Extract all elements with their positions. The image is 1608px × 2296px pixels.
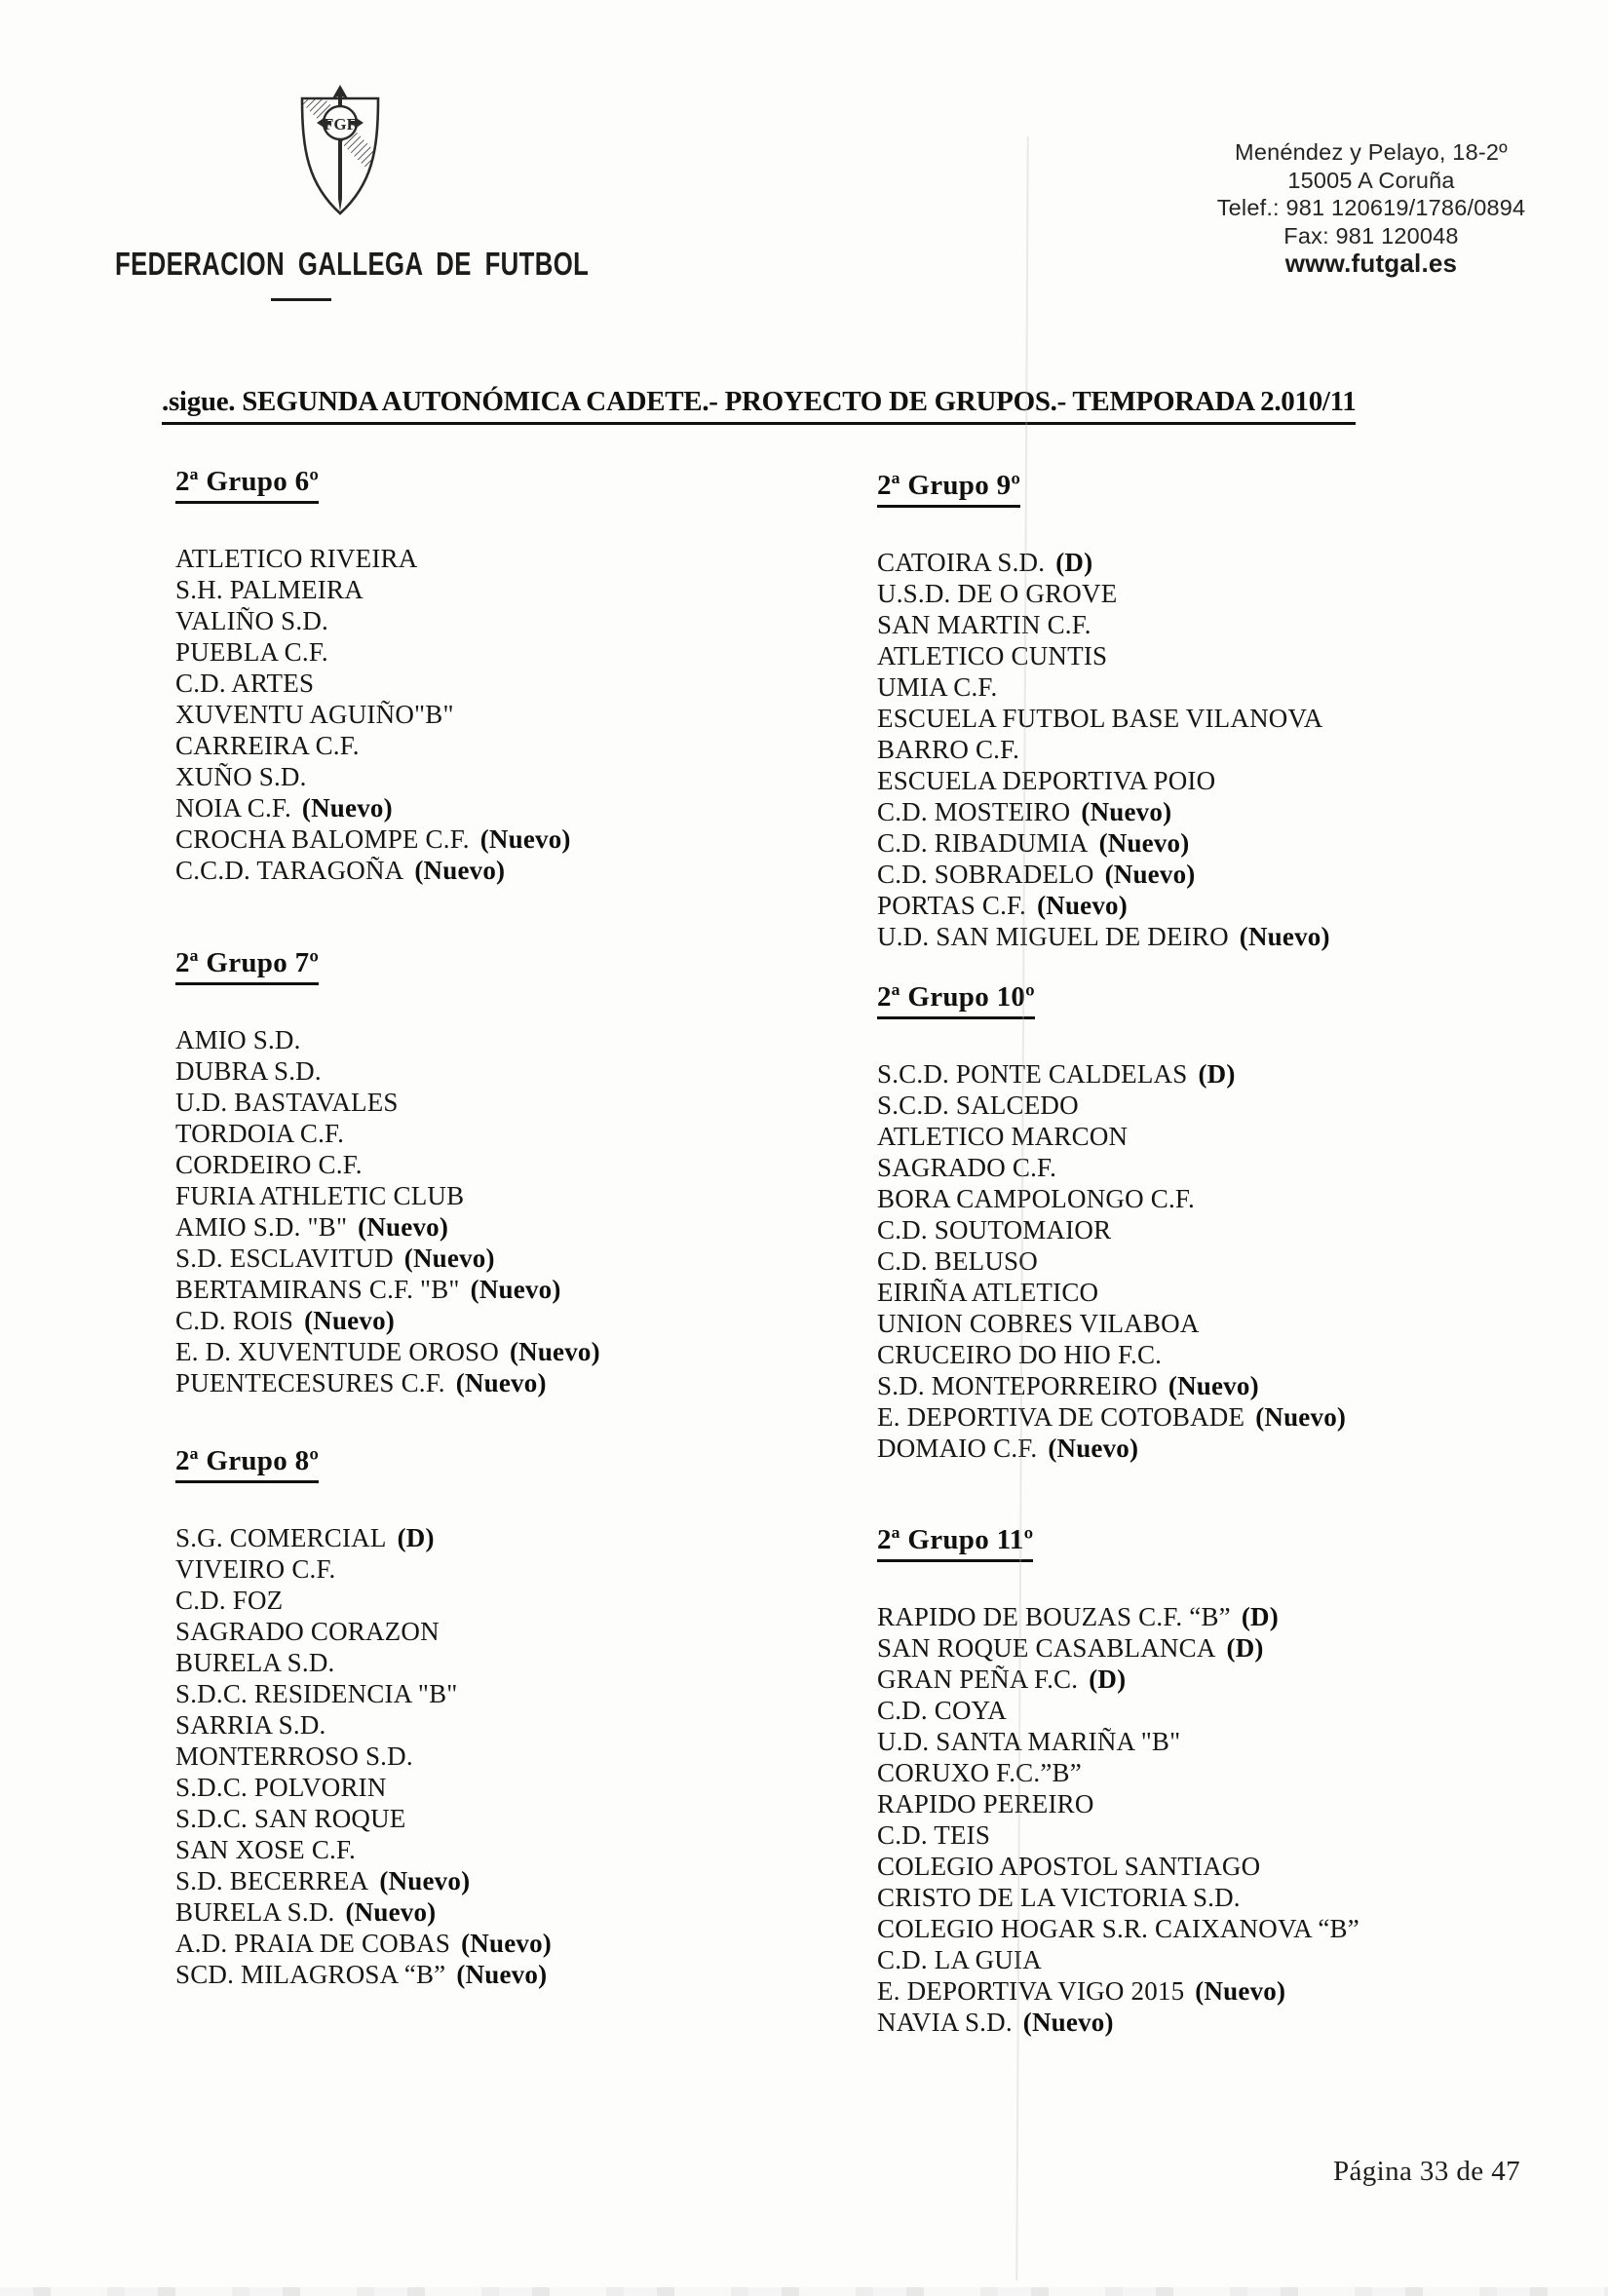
team-status-tag: (Nuevo) xyxy=(1195,1976,1286,2006)
team-name: C.C.D. TARAGOÑA xyxy=(175,856,404,885)
org-name: FEDERACION GALLEGA DE FUTBOL xyxy=(115,246,590,282)
team-name: BURELA S.D. xyxy=(175,1648,335,1677)
team-name: CRUCEIRO DO HIO F.C. xyxy=(877,1340,1163,1369)
address-line: Fax: 981 120048 xyxy=(1283,222,1459,249)
team-row xyxy=(175,605,858,636)
team-name: DOMAIO C.F. xyxy=(877,1434,1038,1463)
team-name: CATOIRA S.D. xyxy=(877,548,1046,577)
team-status-tag: (Nuevo) xyxy=(1104,860,1196,889)
team-row xyxy=(175,1305,858,1336)
team-name: TORDOIA C.F. xyxy=(175,1119,345,1148)
team-status-tag: (Nuevo) xyxy=(470,1275,561,1304)
team-name: S.D.C. RESIDENCIA "B" xyxy=(175,1679,458,1708)
team-status-tag: (Nuevo) xyxy=(345,1897,437,1927)
group-title: 2ª Grupo 11º xyxy=(877,1524,1033,1562)
address-line: Telef.: 981 120619/1786/0894 xyxy=(1216,195,1526,220)
team-name: C.D. SOUTOMAIOR xyxy=(877,1215,1112,1244)
team-row xyxy=(877,1308,1598,1339)
team-row xyxy=(877,734,1598,765)
team-name: S.C.D. SALCEDO xyxy=(877,1091,1079,1120)
team-status-tag: (Nuevo) xyxy=(379,1866,471,1895)
team-status-tag: (Nuevo) xyxy=(456,1960,548,1989)
team-name: C.D. LA GUIA xyxy=(877,1945,1042,1974)
team-name: CORUXO F.C.”B” xyxy=(877,1758,1082,1787)
team-row xyxy=(877,796,1598,827)
team-name: SCD. MILAGROSA “B” xyxy=(175,1960,446,1989)
team-row xyxy=(175,1055,858,1087)
team-row xyxy=(877,1401,1598,1433)
team-row xyxy=(175,855,858,886)
team-row xyxy=(175,761,858,792)
team-row xyxy=(175,730,858,761)
team-status-tag: (Nuevo) xyxy=(414,856,506,885)
team-name: E. DEPORTIVA DE COTOBADE xyxy=(877,1402,1245,1432)
group-column-right xyxy=(877,458,1598,2038)
team-row xyxy=(877,1058,1598,1090)
team-name: CARREIRA C.F. xyxy=(175,731,360,760)
team-status-tag: (Nuevo) xyxy=(479,824,571,854)
group-title: 2ª Grupo 10º xyxy=(877,981,1035,1019)
team-row xyxy=(877,640,1598,671)
team-status-tag: (Nuevo) xyxy=(509,1337,600,1366)
org-name-underline xyxy=(271,298,331,301)
team-status-tag: (Nuevo) xyxy=(1255,1402,1347,1432)
team-row xyxy=(175,1087,858,1118)
team-list xyxy=(877,1601,1598,2038)
team-name: BERTAMIRANS C.F. "B" xyxy=(175,1275,460,1304)
team-row xyxy=(877,609,1598,640)
team-status-tag: (D) xyxy=(1089,1665,1127,1694)
team-status-tag: (Nuevo) xyxy=(1081,797,1172,826)
team-row xyxy=(877,765,1598,796)
team-list xyxy=(877,1058,1598,1464)
team-name: U.D. SAN MIGUEL DE DEIRO xyxy=(877,922,1229,951)
team-name: SAN ROQUE CASABLANCA xyxy=(877,1633,1216,1663)
team-name: DUBRA S.D. xyxy=(175,1056,322,1086)
svg-text:FGF: FGF xyxy=(324,115,357,134)
team-name: S.G. COMERCIAL xyxy=(175,1523,387,1552)
team-list xyxy=(175,1024,858,1398)
team-row xyxy=(877,1601,1598,1632)
team-name: S.D.C. POLVORIN xyxy=(175,1773,387,1802)
team-row xyxy=(175,792,858,823)
team-name: C.D. SOBRADELO xyxy=(877,860,1094,889)
team-row xyxy=(877,1944,1598,1975)
group-block xyxy=(175,1445,858,1990)
team-row xyxy=(877,1339,1598,1370)
team-name: FURIA ATHLETIC CLUB xyxy=(175,1181,465,1210)
team-name: VIVEIRO C.F. xyxy=(175,1554,336,1584)
team-status-tag: (D) xyxy=(1241,1602,1279,1631)
team-name: PUEBLA C.F. xyxy=(175,637,328,667)
team-row xyxy=(175,1149,858,1180)
team-row xyxy=(877,859,1598,890)
team-row xyxy=(877,1851,1598,1882)
team-status-tag: (Nuevo) xyxy=(1239,922,1330,951)
team-name: NOIA C.F. xyxy=(175,793,291,823)
team-name: XUVENTU AGUIÑO"B" xyxy=(175,700,454,729)
team-name: S.D.C. SAN ROQUE xyxy=(175,1804,406,1833)
team-row xyxy=(175,1803,858,1834)
team-row xyxy=(175,1709,858,1741)
team-row xyxy=(175,699,858,730)
team-status-tag: (Nuevo) xyxy=(455,1368,547,1397)
document-title: .sigue. SEGUNDA AUTONÓMICA CADETE.- PROYECTO DE GRUPOS.- TEMPORADA 2.010/11 xyxy=(162,386,1356,425)
team-row xyxy=(175,636,858,668)
team-status-tag: (Nuevo) xyxy=(304,1306,395,1335)
team-status-tag: (Nuevo) xyxy=(1037,891,1128,920)
team-name: S.D. BECERREA xyxy=(175,1866,369,1895)
team-row xyxy=(175,1024,858,1055)
team-name: GRAN PEÑA F.C. xyxy=(877,1665,1079,1694)
team-row xyxy=(877,703,1598,734)
team-name: ATLETICO CUNTIS xyxy=(877,641,1108,670)
team-name: E. D. XUVENTUDE OROSO xyxy=(175,1337,499,1366)
team-name: CROCHA BALOMPE C.F. xyxy=(175,824,470,854)
team-row xyxy=(877,1433,1598,1464)
team-name: C.D. ARTES xyxy=(175,669,315,698)
team-row xyxy=(175,1834,858,1865)
team-row xyxy=(175,1896,858,1928)
team-name: U.D. BASTAVALES xyxy=(175,1088,399,1117)
team-name: UNION COBRES VILABOA xyxy=(877,1309,1200,1338)
group-block xyxy=(877,470,1598,952)
team-name: SAN XOSE C.F. xyxy=(175,1835,356,1864)
page-number: Página 33 de 47 xyxy=(1332,2156,1520,2187)
team-row xyxy=(877,1695,1598,1726)
team-name: C.D. ROIS xyxy=(175,1306,294,1335)
team-name: ATLETICO MARCON xyxy=(877,1122,1129,1151)
team-name: CRISTO DE LA VICTORIA S.D. xyxy=(877,1883,1241,1912)
team-name: SAN MARTIN C.F. xyxy=(877,610,1091,639)
team-status-tag: (Nuevo) xyxy=(1022,2008,1114,2037)
team-row xyxy=(877,827,1598,859)
team-name: E. DEPORTIVA VIGO 2015 xyxy=(877,1976,1185,2006)
team-row xyxy=(175,1553,858,1585)
scan-bottom-edge-artifact xyxy=(0,2287,1608,2296)
team-row xyxy=(877,1757,1598,1788)
address-block xyxy=(1176,138,1566,278)
team-name: S.D. MONTEPORREIRO xyxy=(877,1371,1158,1400)
team-row xyxy=(175,1585,858,1616)
team-name: RAPIDO PEREIRO xyxy=(877,1789,1094,1818)
group-block xyxy=(175,466,858,886)
team-row xyxy=(877,1370,1598,1401)
fgf-shield-logo-icon xyxy=(295,84,385,225)
team-row xyxy=(877,921,1598,952)
team-row xyxy=(175,1616,858,1647)
team-row xyxy=(175,1647,858,1678)
team-row xyxy=(877,1882,1598,1913)
team-status-tag: (Nuevo) xyxy=(1168,1371,1259,1400)
team-name: BARRO C.F. xyxy=(877,735,1020,764)
team-row xyxy=(877,1975,1598,2007)
team-name: U.D. SANTA MARIÑA "B" xyxy=(877,1727,1181,1756)
team-list xyxy=(175,543,858,886)
team-row xyxy=(877,1214,1598,1245)
team-name: BURELA S.D. xyxy=(175,1897,335,1927)
team-name: VALIÑO S.D. xyxy=(175,606,328,635)
group-title: 2ª Grupo 6º xyxy=(175,466,319,504)
team-name: ESCUELA DEPORTIVA POIO xyxy=(877,766,1216,795)
team-name: C.D. FOZ xyxy=(175,1586,284,1615)
team-status-tag: (Nuevo) xyxy=(301,793,393,823)
team-row xyxy=(877,1090,1598,1121)
team-name: A.D. PRAIA DE COBAS xyxy=(175,1929,451,1958)
team-name: EIRIÑA ATLETICO xyxy=(877,1278,1099,1307)
group-title: 2ª Grupo 8º xyxy=(175,1445,319,1483)
team-row xyxy=(175,1274,858,1305)
team-row xyxy=(175,1522,858,1553)
team-row xyxy=(877,1788,1598,1819)
team-name: C.D. COYA xyxy=(877,1696,1008,1725)
team-status-tag: (Nuevo) xyxy=(461,1929,552,1958)
team-name: XUÑO S.D. xyxy=(175,762,307,791)
team-status-tag: (D) xyxy=(1198,1059,1236,1089)
team-row xyxy=(175,1678,858,1709)
group-block xyxy=(175,947,858,1398)
team-row xyxy=(877,671,1598,703)
team-name: SAGRADO CORAZON xyxy=(175,1617,440,1646)
team-row xyxy=(175,1772,858,1803)
team-row xyxy=(877,1632,1598,1664)
team-row xyxy=(175,1959,858,1990)
team-name: COLEGIO HOGAR S.R. CAIXANOVA “B” xyxy=(877,1914,1359,1943)
website-text: www.futgal.es xyxy=(1284,249,1458,278)
team-row xyxy=(877,1819,1598,1851)
team-row xyxy=(175,1741,858,1772)
team-row xyxy=(175,823,858,855)
team-status-tag: (D) xyxy=(397,1523,435,1552)
team-row xyxy=(877,1183,1598,1214)
group-title: 2ª Grupo 7º xyxy=(175,947,319,985)
team-status-tag: (D) xyxy=(1055,548,1093,577)
group-column-left xyxy=(175,458,858,1990)
team-name: NAVIA S.D. xyxy=(877,2008,1013,2037)
team-row xyxy=(877,1152,1598,1183)
team-row xyxy=(877,1664,1598,1695)
team-row xyxy=(175,1928,858,1959)
team-name: SARRIA S.D. xyxy=(175,1710,326,1740)
team-name: ATLETICO RIVEIRA xyxy=(175,544,418,573)
team-name: PORTAS C.F. xyxy=(877,891,1027,920)
team-row xyxy=(175,1367,858,1398)
team-row xyxy=(877,1245,1598,1277)
team-name: ESCUELA FUTBOL BASE VILANOVA xyxy=(877,704,1323,733)
group-block xyxy=(877,1524,1598,2038)
team-status-tag: (Nuevo) xyxy=(358,1212,449,1242)
team-name: U.S.D. DE O GROVE xyxy=(877,579,1118,608)
team-name: AMIO S.D. xyxy=(175,1025,301,1054)
group-block xyxy=(877,981,1598,1464)
team-name: C.D. BELUSO xyxy=(877,1246,1038,1276)
team-name: SAGRADO C.F. xyxy=(877,1153,1057,1182)
team-name: COLEGIO APOSTOL SANTIAGO xyxy=(877,1852,1261,1881)
team-row xyxy=(877,1121,1598,1152)
team-list xyxy=(175,1522,858,1990)
team-row xyxy=(877,547,1598,578)
group-title: 2ª Grupo 9º xyxy=(877,470,1020,508)
team-row xyxy=(175,1336,858,1367)
team-name: S.C.D. PONTE CALDELAS xyxy=(877,1059,1188,1089)
team-name: C.D. MOSTEIRO xyxy=(877,797,1071,826)
address-line: Menéndez y Pelayo, 18-2º xyxy=(1235,139,1508,165)
team-row xyxy=(877,578,1598,609)
team-row xyxy=(877,1277,1598,1308)
team-name: CORDEIRO C.F. xyxy=(175,1150,363,1179)
team-row xyxy=(175,668,858,699)
team-status-tag: (Nuevo) xyxy=(1098,828,1190,858)
team-name: S.D. ESCLAVITUD xyxy=(175,1244,394,1273)
team-name: C.D. RIBADUMIA xyxy=(877,828,1089,858)
team-row xyxy=(175,1865,858,1896)
team-status-tag: (Nuevo) xyxy=(1048,1434,1139,1463)
team-status-tag: (D) xyxy=(1226,1633,1264,1663)
team-row xyxy=(175,1180,858,1211)
team-row xyxy=(175,543,858,574)
team-name: C.D. TEIS xyxy=(877,1820,991,1850)
team-status-tag: (Nuevo) xyxy=(403,1244,495,1273)
team-name: MONTERROSO S.D. xyxy=(175,1741,413,1771)
team-row xyxy=(877,1726,1598,1757)
team-name: RAPIDO DE BOUZAS C.F. “B” xyxy=(877,1602,1231,1631)
team-name: S.H. PALMEIRA xyxy=(175,575,364,604)
team-row xyxy=(877,890,1598,921)
team-row xyxy=(175,1211,858,1243)
team-row xyxy=(877,1913,1598,1944)
team-name: BORA CAMPOLONGO C.F. xyxy=(877,1184,1195,1213)
team-row xyxy=(175,1243,858,1274)
team-row xyxy=(175,1118,858,1149)
address-line: 15005 A Coruña xyxy=(1287,167,1455,193)
team-list xyxy=(877,547,1598,952)
team-row xyxy=(175,574,858,605)
team-name: AMIO S.D. "B" xyxy=(175,1212,348,1242)
team-name: PUENTECESURES C.F. xyxy=(175,1368,445,1397)
team-name: UMIA C.F. xyxy=(877,672,998,702)
team-row xyxy=(877,2007,1598,2038)
